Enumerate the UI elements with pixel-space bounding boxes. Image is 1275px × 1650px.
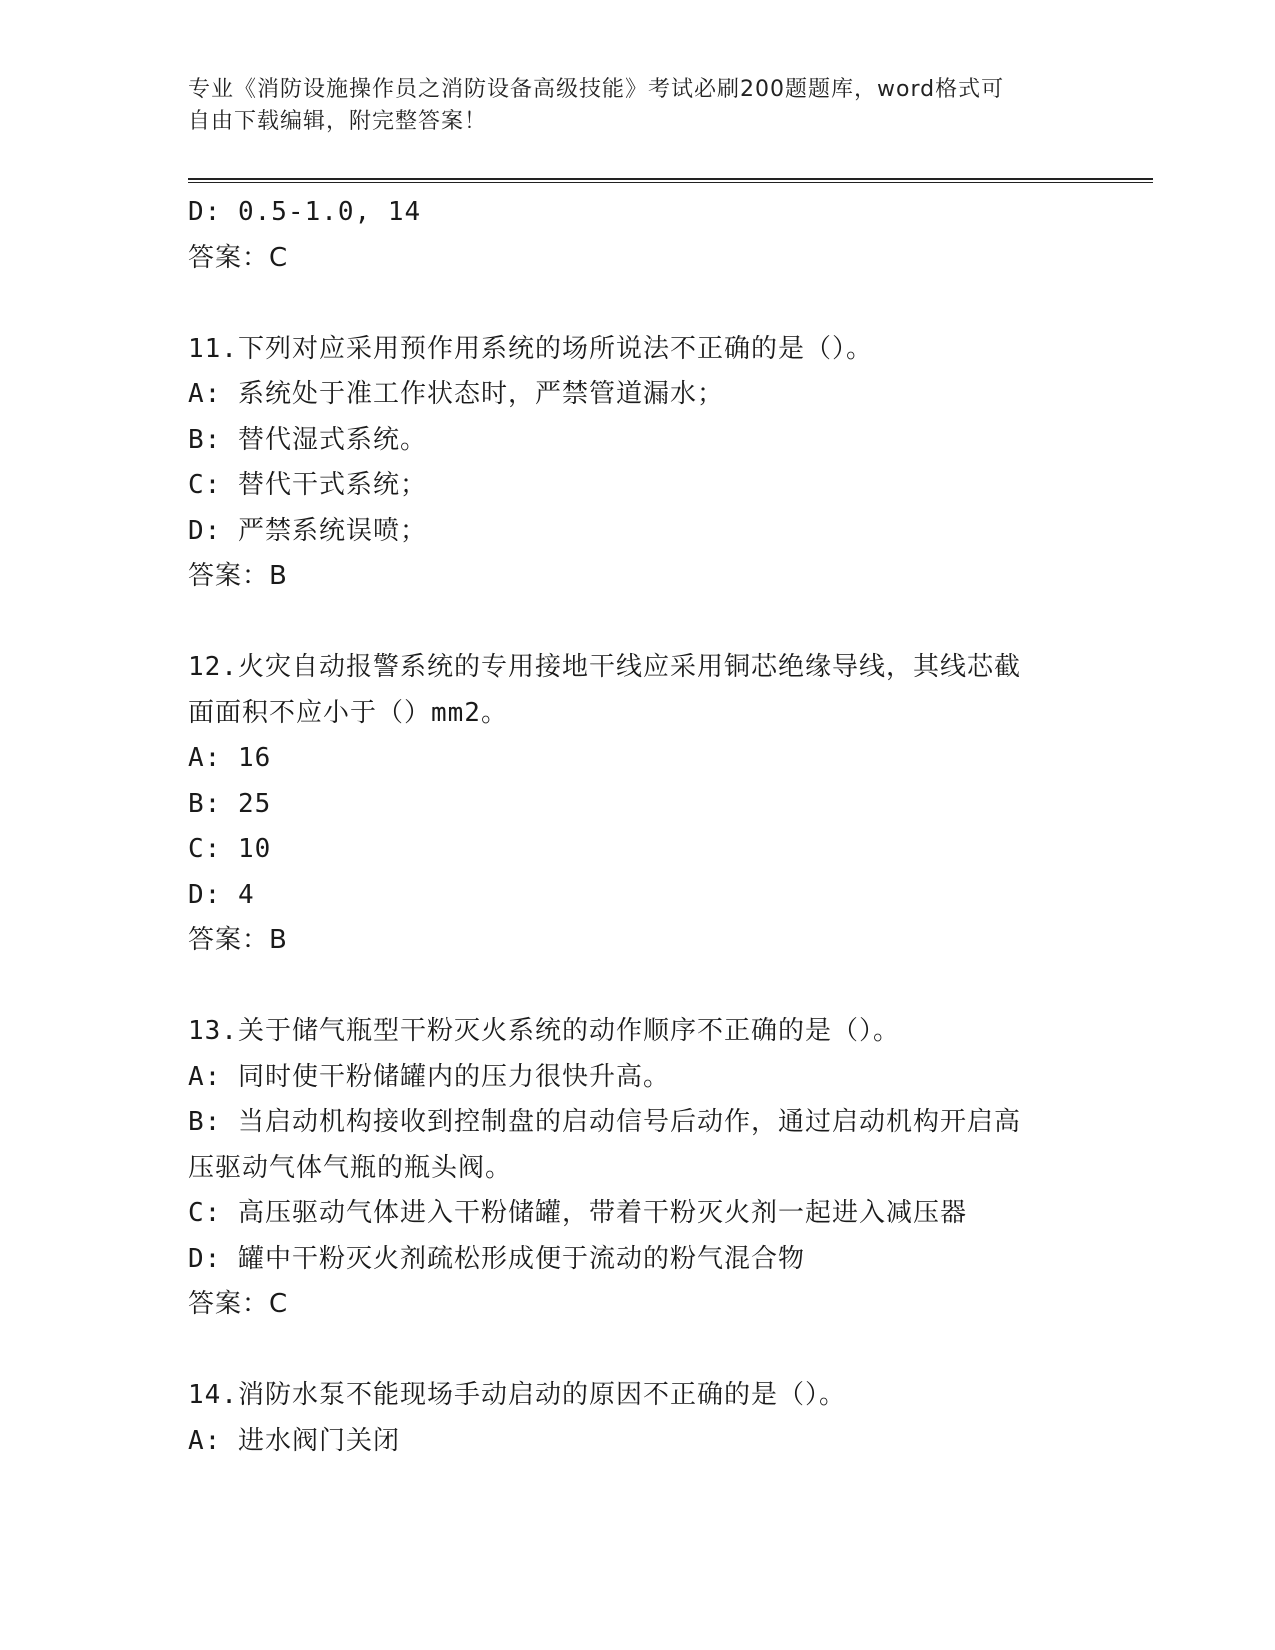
spacer — [188, 964, 1088, 1010]
question-option: C: 10 — [188, 834, 272, 864]
question-option: A: 进水阀门关闭 — [188, 1425, 400, 1456]
question-block — [188, 1373, 1088, 1464]
question-stem: 面面积不应小于（）mm2。 — [188, 697, 508, 728]
spacer — [188, 1328, 1088, 1374]
question-block — [188, 645, 1088, 1009]
question-option: A: 16 — [188, 743, 272, 773]
question-option: A: 同时使干粉储罐内的压力很快升高。 — [188, 1061, 670, 1092]
question-option: D: 严禁系统误喷； — [188, 515, 427, 546]
question-option: D: 4 — [188, 879, 255, 910]
option-d: D: 0.5-1.0, 14 — [188, 197, 422, 227]
question-list — [188, 327, 1088, 1465]
answer-line: 答案：B — [188, 925, 288, 955]
spacer — [188, 281, 1088, 327]
question-block — [188, 327, 1088, 646]
question-option: 压驱动气体气瓶的瓶头阀。 — [188, 1152, 513, 1183]
question-stem: 13.关于储气瓶型干粉灭火系统的动作顺序不正确的是（）。 — [188, 1016, 900, 1046]
question-stem: 12.火灾自动报警系统的专用接地干线应采用铜芯绝缘导线，其线芯截 — [188, 652, 1021, 682]
question-option: D: 罐中干粉灭火剂疏松形成便于流动的粉气混合物 — [188, 1243, 805, 1274]
answer-line: 答案：C — [188, 1289, 289, 1319]
document-header — [188, 74, 1088, 138]
question-stem: 14.消防水泵不能现场手动启动的原因不正确的是（）。 — [188, 1380, 846, 1410]
answer-line: 答案：C — [188, 242, 289, 273]
answer-line: 答案：B — [188, 561, 288, 591]
question-option: A: 系统处于准工作状态时，严禁管道漏水； — [188, 379, 724, 409]
question-content — [188, 190, 1088, 1464]
question-option: C: 替代干式系统； — [188, 470, 427, 500]
header-line-1: 专业《消防设施操作员之消防设备高级技能》考试必刷200题题库，word格式可 — [188, 77, 1005, 102]
question-stem: 11.下列对应采用预作用系统的场所说法不正确的是（）。 — [188, 333, 873, 364]
spacer — [188, 600, 1088, 646]
header-line-2: 自由下载编辑，附完整答案！ — [188, 109, 488, 134]
question-option: C: 高压驱动气体进入干粉储罐，带着干粉灭火剂一起进入减压器 — [188, 1198, 967, 1228]
question-block — [188, 1009, 1088, 1373]
question-option: B: 当启动机构接收到控制盘的启动信号后动作，通过启动机构开启高 — [188, 1107, 1021, 1137]
question-option: B: 替代湿式系统。 — [188, 424, 427, 455]
question-option: B: 25 — [188, 788, 272, 819]
header-divider — [188, 178, 1153, 183]
